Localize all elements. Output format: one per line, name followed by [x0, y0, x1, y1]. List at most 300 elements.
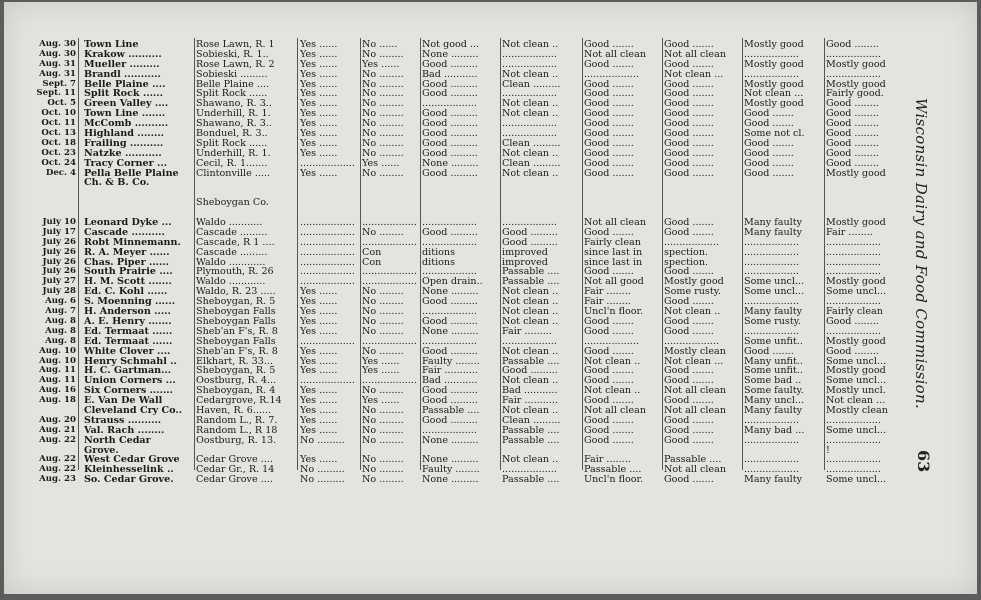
- col-f-cell: Good .......: [664, 148, 714, 159]
- post-office-cell: Split Rock ......: [196, 89, 268, 100]
- date-cell: Oct. 18: [41, 138, 76, 148]
- col-a-cell: Yes ......: [300, 59, 338, 70]
- col-h-cell: ..................: [826, 455, 881, 466]
- col-e-cell: Good .......: [584, 435, 634, 446]
- col-h-cell: Fair ........: [826, 227, 873, 238]
- date-cell: Oct. 13: [41, 129, 76, 139]
- date-cell: Aug. 20: [39, 415, 76, 425]
- col-c-cell: Good .........: [422, 109, 478, 120]
- farm-name-cell: Town Line .......: [84, 109, 166, 120]
- post-office-cell: Clintonville .....: [196, 168, 271, 179]
- col-d-cell: ..................: [502, 59, 557, 70]
- farm-name-cell: S. Moenning ......: [84, 297, 176, 308]
- col-a-cell: ..................: [300, 247, 355, 258]
- col-g-cell: ..................: [744, 415, 799, 426]
- post-office-cell: Bonduel, R. 3..: [196, 129, 268, 139]
- col-a-cell: Yes ......: [300, 415, 338, 426]
- col-a-cell: Yes ......: [300, 316, 338, 327]
- col-e-cell: Good .......: [584, 79, 634, 90]
- col-d-cell: ..................: [502, 218, 557, 228]
- farm-name-cell: Tracy Corner ...: [84, 158, 168, 169]
- col-c-cell: None .........: [422, 326, 479, 337]
- col-d-cell: Not clean ..: [502, 109, 559, 120]
- col-d-cell: Not clean ..: [502, 287, 559, 298]
- col-d-cell: Not clean ..: [502, 168, 559, 179]
- col-a-cell: Yes ......: [300, 79, 338, 90]
- col-a-cell: Yes ......: [300, 396, 338, 406]
- col-c-cell: Good .........: [422, 148, 478, 159]
- post-office-cell: Cascade .........: [196, 227, 268, 238]
- post-office-cell: Sheboygan, R. 4: [196, 386, 276, 397]
- post-office-cell: Sobieski, R. 1..: [196, 49, 269, 60]
- col-d-cell: Passable ....: [502, 475, 560, 486]
- col-c-cell: Good .........: [422, 297, 478, 308]
- col-a-cell: No .........: [300, 465, 345, 476]
- farm-name-cell: Grove.: [84, 445, 119, 456]
- col-e-cell: Good .......: [584, 415, 634, 426]
- col-f-cell: Good .......: [664, 415, 714, 426]
- post-office-cell: Shawano, R. 3..: [196, 119, 272, 130]
- col-f-cell: Good .......: [664, 129, 714, 139]
- col-c-cell: Good .........: [422, 316, 478, 327]
- col-f-cell: Not clean ...: [664, 356, 724, 367]
- col-b-cell: ..................: [362, 336, 417, 347]
- col-h-cell: ..................: [826, 247, 881, 258]
- col-b-cell: No ........: [362, 287, 404, 298]
- post-office-cell: Cascade .........: [196, 247, 268, 258]
- farm-name-cell: Henry Schmahl ..: [84, 356, 177, 367]
- date-cell: July 10: [42, 218, 76, 228]
- col-c-cell: None .........: [422, 158, 479, 169]
- post-office-cell: Haven, R. 6......: [196, 405, 272, 416]
- col-c-cell: Good .........: [422, 386, 478, 397]
- col-h-cell: Mostly good: [826, 277, 886, 288]
- col-f-cell: Good .......: [664, 40, 714, 50]
- col-a-cell: Yes ......: [300, 297, 338, 308]
- col-c-cell: ditions: [422, 257, 456, 268]
- col-c-cell: ..................: [422, 237, 477, 248]
- col-h-cell: Good ........: [826, 109, 879, 120]
- date-cell: Aug. 8: [45, 336, 76, 346]
- post-office-cell: Elkhart, R. 33...: [196, 356, 274, 367]
- post-office-cell: Random L., R. 7.: [196, 415, 278, 426]
- col-e-cell: ..................: [584, 69, 639, 80]
- col-g-cell: Good .......: [744, 148, 794, 159]
- col-h-cell: Mostly clean: [826, 405, 888, 416]
- farm-name-cell: Krakow ..........: [84, 49, 162, 60]
- post-office-cell: Sheboygan Falls: [196, 307, 276, 317]
- column-rule: [500, 38, 501, 470]
- col-a-cell: Yes ......: [300, 346, 338, 357]
- col-f-cell: Good .......: [664, 158, 714, 169]
- col-f-cell: Mostly good: [664, 277, 724, 288]
- col-a-cell: Yes ......: [300, 109, 338, 120]
- col-e-cell: Good .......: [584, 99, 634, 110]
- date-cell: Aug. 10: [39, 356, 76, 366]
- farm-name-cell: White Clover ....: [84, 346, 171, 357]
- col-b-cell: Con: [362, 257, 382, 268]
- col-g-cell: ..................: [744, 257, 799, 268]
- date-cell: Aug. 11: [39, 366, 76, 376]
- col-d-cell: Clean .........: [502, 158, 561, 169]
- date-cell: Sept. 11: [36, 89, 76, 99]
- col-b-cell: ..................: [362, 267, 417, 278]
- farm-name-cell: North Cedar: [84, 435, 151, 446]
- col-d-cell: ..................: [502, 89, 557, 100]
- col-a-cell: Yes ......: [300, 99, 338, 110]
- col-h-cell: Mostly good: [826, 336, 886, 347]
- post-office-cell: Cedar Gr., R. 14: [196, 465, 275, 476]
- date-cell: Oct. 5: [47, 99, 76, 109]
- col-h-cell: !: [826, 445, 830, 456]
- col-d-cell: Passable ....: [502, 435, 560, 446]
- col-f-cell: Good .......: [664, 435, 714, 446]
- date-cell: Oct. 11: [41, 119, 76, 129]
- col-b-cell: No ........: [362, 465, 404, 476]
- col-f-cell: Good .......: [664, 89, 714, 100]
- col-b-cell: No ........: [362, 435, 404, 446]
- farm-name-cell: McComb ..........: [84, 119, 169, 130]
- farm-name-cell: R. A. Meyer ......: [84, 247, 170, 258]
- col-c-cell: ditions: [422, 247, 456, 258]
- col-f-cell: Some rusty.: [664, 287, 721, 298]
- col-h-cell: Some uncl...: [826, 287, 887, 298]
- col-b-cell: ..................: [362, 237, 417, 248]
- col-h-cell: Not clean ...: [826, 396, 886, 406]
- col-f-cell: Good .......: [664, 227, 714, 238]
- date-cell: Aug. 10: [39, 346, 76, 356]
- farm-name-cell: Six Corners .......: [84, 386, 173, 397]
- date-cell: Aug. 21: [39, 425, 76, 435]
- col-f-cell: Not all clean: [664, 386, 726, 397]
- farm-name-cell: Val. Rach ........: [84, 425, 165, 436]
- col-b-cell: No ........: [362, 49, 404, 60]
- post-office-cell: Oostburg, R. 4...: [196, 376, 277, 387]
- col-f-cell: Passable ....: [664, 455, 722, 466]
- col-g-cell: ..................: [744, 435, 799, 446]
- col-f-cell: Not clean ..: [664, 307, 721, 317]
- col-g-cell: Good .......: [744, 158, 794, 169]
- col-b-cell: ..................: [362, 277, 417, 288]
- running-title: Wisconsin Dairy and Food Commission.: [912, 98, 930, 410]
- farm-name-cell: E. Van De Wall: [84, 396, 163, 406]
- farm-name-cell: Split Rock ......: [84, 89, 163, 100]
- post-office-cell: Plymouth, R. 26: [196, 267, 274, 278]
- col-g-cell: Some faulty.: [744, 386, 804, 397]
- col-c-cell: Good .........: [422, 138, 478, 149]
- date-cell: Aug. 31: [39, 69, 76, 79]
- col-e-cell: Not clean ..: [584, 386, 641, 397]
- col-a-cell: Yes ......: [300, 119, 338, 130]
- col-a-cell: No .........: [300, 435, 345, 446]
- col-b-cell: No ........: [362, 129, 404, 139]
- col-h-cell: ..................: [826, 465, 881, 476]
- col-b-cell: Yes ......: [362, 396, 400, 406]
- post-office-cell: Cedar Grove ....: [196, 475, 273, 486]
- col-g-cell: ..................: [744, 69, 799, 80]
- farm-name-cell: Cleveland Cry Co..: [84, 405, 183, 416]
- col-f-cell: Good .......: [664, 376, 714, 387]
- col-e-cell: Good .......: [584, 396, 634, 406]
- col-a-cell: Yes ......: [300, 326, 338, 337]
- date-cell: Aug. 7: [45, 307, 76, 317]
- col-d-cell: Good .........: [502, 366, 558, 377]
- col-a-cell: ..................: [300, 227, 355, 238]
- col-c-cell: Passable ....: [422, 405, 480, 416]
- col-f-cell: Good .......: [664, 59, 714, 70]
- col-g-cell: Good .......: [744, 168, 794, 179]
- post-office-cell: Sheboygan, R. 5: [196, 297, 276, 308]
- column-rule: [662, 38, 663, 470]
- col-h-cell: ..................: [826, 237, 881, 248]
- col-c-cell: Good .........: [422, 129, 478, 139]
- col-e-cell: Not all good: [584, 277, 644, 288]
- col-d-cell: improved: [502, 247, 548, 258]
- col-g-cell: Some bad ..: [744, 376, 802, 387]
- post-office-cell: Sheb'an F's, R. 8: [196, 346, 278, 357]
- col-f-cell: Good .......: [664, 326, 714, 337]
- col-c-cell: ..................: [422, 99, 477, 110]
- col-h-cell: Good ........: [826, 40, 879, 50]
- col-e-cell: Good .......: [584, 316, 634, 327]
- col-a-cell: Yes ......: [300, 138, 338, 149]
- post-office-cell: Rose Lawn, R. 1: [196, 40, 275, 50]
- col-b-cell: Con: [362, 247, 382, 258]
- col-e-cell: Uncl'n floor.: [584, 475, 644, 486]
- col-g-cell: Mostly good: [744, 79, 804, 90]
- col-e-cell: Good .......: [584, 326, 634, 337]
- farm-name-cell: Mueller .........: [84, 59, 160, 70]
- col-b-cell: No ........: [362, 386, 404, 397]
- col-d-cell: improved: [502, 257, 548, 268]
- col-h-cell: Good ........: [826, 138, 879, 149]
- col-f-cell: Good .......: [664, 316, 714, 327]
- col-g-cell: Mostly good: [744, 40, 804, 50]
- col-g-cell: ..................: [744, 297, 799, 308]
- post-office-cell: Cedar Grove ....: [196, 455, 273, 466]
- col-e-cell: Good .......: [584, 138, 634, 149]
- farm-name-cell: Chas. Piper ......: [84, 257, 170, 268]
- col-h-cell: Fairly clean: [826, 307, 883, 317]
- farm-name-cell: So. Cedar Grove.: [84, 475, 174, 486]
- col-e-cell: Not all clean: [584, 405, 646, 416]
- column-rule: [78, 38, 79, 470]
- col-h-cell: Good ........: [826, 158, 879, 169]
- col-g-cell: Not clean ...: [744, 89, 804, 100]
- date-cell: Aug. 22: [39, 455, 76, 465]
- farm-name-cell: Belle Plaine ....: [84, 79, 166, 90]
- col-b-cell: Yes ......: [362, 356, 400, 367]
- col-b-cell: No ........: [362, 307, 404, 317]
- date-cell: Aug. 6: [45, 297, 76, 307]
- date-cell: July 27: [42, 277, 76, 287]
- post-office-cell: Sheboygan Falls: [196, 336, 276, 347]
- farm-name-cell: H. Anderson .....: [84, 307, 171, 317]
- col-e-cell: Good .......: [584, 129, 634, 139]
- post-office-cell: Cedargrove, R.14: [196, 396, 282, 406]
- col-c-cell: None .........: [422, 475, 479, 486]
- col-d-cell: ..................: [502, 129, 557, 139]
- col-h-cell: Fairly good.: [826, 89, 884, 100]
- col-a-cell: Yes ......: [300, 168, 338, 179]
- col-f-cell: Good .......: [664, 218, 714, 228]
- col-g-cell: Some uncl...: [744, 287, 805, 298]
- col-a-cell: Yes ......: [300, 366, 338, 377]
- page-number: 63: [914, 450, 933, 473]
- col-g-cell: Some not cl.: [744, 129, 805, 139]
- col-h-cell: ..................: [826, 326, 881, 337]
- date-cell: Aug. 18: [39, 396, 76, 406]
- col-a-cell: Yes ......: [300, 287, 338, 298]
- col-e-cell: ..................: [584, 336, 639, 347]
- col-c-cell: None .........: [422, 287, 479, 298]
- col-h-cell: Mostly good: [826, 79, 886, 90]
- col-c-cell: ..................: [422, 267, 477, 278]
- col-h-cell: ..................: [826, 257, 881, 268]
- farm-name-cell: Robt Minnemann.: [84, 237, 181, 248]
- post-office-cell: Shawano, R. 3..: [196, 99, 272, 110]
- col-e-cell: Uncl'n floor.: [584, 307, 644, 317]
- col-c-cell: Bad ...........: [422, 376, 478, 387]
- col-d-cell: Not clean ..: [502, 69, 559, 80]
- post-office-cell: Belle Plaine ....: [196, 79, 270, 90]
- col-d-cell: Not clean ..: [502, 297, 559, 308]
- col-f-cell: Good .......: [664, 396, 714, 406]
- col-d-cell: Fair .........: [502, 326, 552, 337]
- col-f-cell: Good .......: [664, 109, 714, 120]
- col-a-cell: Yes ......: [300, 307, 338, 317]
- col-b-cell: Yes ......: [362, 366, 400, 377]
- col-h-cell: Some uncl...: [826, 356, 887, 367]
- col-h-cell: Good ........: [826, 148, 879, 159]
- col-e-cell: Good .......: [584, 148, 634, 159]
- col-g-cell: Some uncl...: [744, 277, 805, 288]
- col-e-cell: Good .......: [584, 89, 634, 100]
- col-g-cell: ..................: [744, 465, 799, 476]
- col-g-cell: Many unfit..: [744, 356, 803, 367]
- farm-name-cell: Ch. & B. Co.: [84, 178, 150, 189]
- col-g-cell: Good .......: [744, 119, 794, 130]
- col-g-cell: Many bad ...: [744, 425, 805, 436]
- farm-name-cell: H. M. Scott .......: [84, 277, 172, 288]
- col-b-cell: No ........: [362, 346, 404, 357]
- date-cell: Aug. 22: [39, 435, 76, 445]
- col-d-cell: Not clean ..: [502, 376, 559, 387]
- col-a-cell: Yes ......: [300, 405, 338, 416]
- col-g-cell: ..................: [744, 267, 799, 278]
- col-d-cell: Not clean ..: [502, 40, 559, 50]
- date-cell: Oct. 10: [41, 109, 76, 119]
- col-b-cell: No ......: [362, 40, 398, 50]
- col-d-cell: Not clean ..: [502, 405, 559, 416]
- col-g-cell: ..................: [744, 455, 799, 466]
- col-f-cell: Good .......: [664, 168, 714, 179]
- col-b-cell: No ........: [362, 99, 404, 110]
- date-cell: Aug. 8: [45, 316, 76, 326]
- col-f-cell: Not all clean: [664, 405, 726, 416]
- date-cell: Aug. 30: [39, 40, 76, 49]
- col-f-cell: Good .......: [664, 119, 714, 130]
- farm-name-cell: Ed. C. Kohl ......: [84, 287, 168, 298]
- col-c-cell: ..................: [422, 218, 477, 228]
- col-c-cell: Good .........: [422, 346, 478, 357]
- date-cell: July 28: [42, 287, 76, 297]
- farm-name-cell: Union Corners ...: [84, 376, 176, 387]
- col-a-cell: Yes ......: [300, 455, 338, 466]
- col-f-cell: Good .......: [664, 475, 714, 486]
- col-f-cell: Not clean ...: [664, 69, 724, 80]
- date-cell: July 17: [42, 227, 76, 237]
- column-rule: [582, 38, 583, 470]
- farm-name-cell: Green Valley ....: [84, 99, 169, 110]
- post-office-cell: Waldo, R. 23 .....: [196, 287, 276, 298]
- date-cell: Aug. 22: [39, 465, 76, 475]
- post-office-cell: Waldo ............: [196, 277, 266, 288]
- col-c-cell: Not good ...: [422, 40, 480, 50]
- col-a-cell: ..................: [300, 376, 355, 387]
- col-a-cell: Yes ......: [300, 129, 338, 139]
- col-d-cell: Not clean ..: [502, 316, 559, 327]
- date-cell: Sept. 7: [42, 79, 76, 89]
- post-office-cell: Cecil, R. 1.......: [196, 158, 268, 169]
- farm-name-cell: Ed. Termaat ......: [84, 336, 173, 347]
- date-cell: Oct. 24: [41, 158, 76, 168]
- col-h-cell: Some uncl...: [826, 376, 887, 387]
- col-f-cell: Not all clean: [664, 465, 726, 476]
- col-f-cell: spection.: [664, 247, 709, 258]
- date-cell: Aug. 31: [39, 59, 76, 69]
- col-c-cell: Good .........: [422, 415, 478, 426]
- col-b-cell: No ........: [362, 69, 404, 80]
- col-f-cell: Good .......: [664, 138, 714, 149]
- col-b-cell: No ........: [362, 109, 404, 120]
- col-b-cell: Yes ......: [362, 158, 400, 169]
- post-office-cell: Split Rock ......: [196, 138, 268, 149]
- col-a-cell: Yes ......: [300, 425, 338, 436]
- col-d-cell: Passable ....: [502, 356, 560, 367]
- col-c-cell: Good .........: [422, 168, 478, 179]
- farm-name-cell: Brandl ...........: [84, 69, 161, 80]
- col-e-cell: Fairly clean: [584, 237, 641, 248]
- col-g-cell: Mostly good: [744, 99, 804, 110]
- col-h-cell: ..................: [826, 49, 881, 60]
- col-b-cell: No ........: [362, 415, 404, 426]
- col-d-cell: Not clean ..: [502, 99, 559, 110]
- post-office-cell: Rose Lawn, R. 2: [196, 59, 275, 70]
- date-cell: Aug. 30: [39, 49, 76, 59]
- col-a-cell: Yes ......: [300, 69, 338, 80]
- farm-name-cell: Leonard Dyke ...: [84, 218, 172, 228]
- col-a-cell: ..................: [300, 267, 355, 278]
- col-d-cell: Not clean ..: [502, 307, 559, 317]
- date-cell: July 26: [42, 237, 76, 247]
- col-d-cell: Good .........: [502, 227, 558, 238]
- col-g-cell: Many faulty: [744, 307, 802, 317]
- date-cell: July 26: [42, 267, 76, 277]
- col-b-cell: No ........: [362, 475, 404, 486]
- col-c-cell: None .........: [422, 455, 479, 466]
- col-c-cell: Good .........: [422, 79, 478, 90]
- col-a-cell: No .........: [300, 475, 345, 486]
- col-d-cell: ..................: [502, 119, 557, 130]
- col-a-cell: ..................: [300, 237, 355, 248]
- col-e-cell: Good .......: [584, 376, 634, 387]
- col-g-cell: Good .......: [744, 109, 794, 120]
- col-e-cell: Not all clean: [584, 49, 646, 60]
- col-h-cell: Good ........: [826, 129, 879, 139]
- col-d-cell: Bad ...........: [502, 386, 558, 397]
- col-e-cell: Fair ........: [584, 455, 631, 466]
